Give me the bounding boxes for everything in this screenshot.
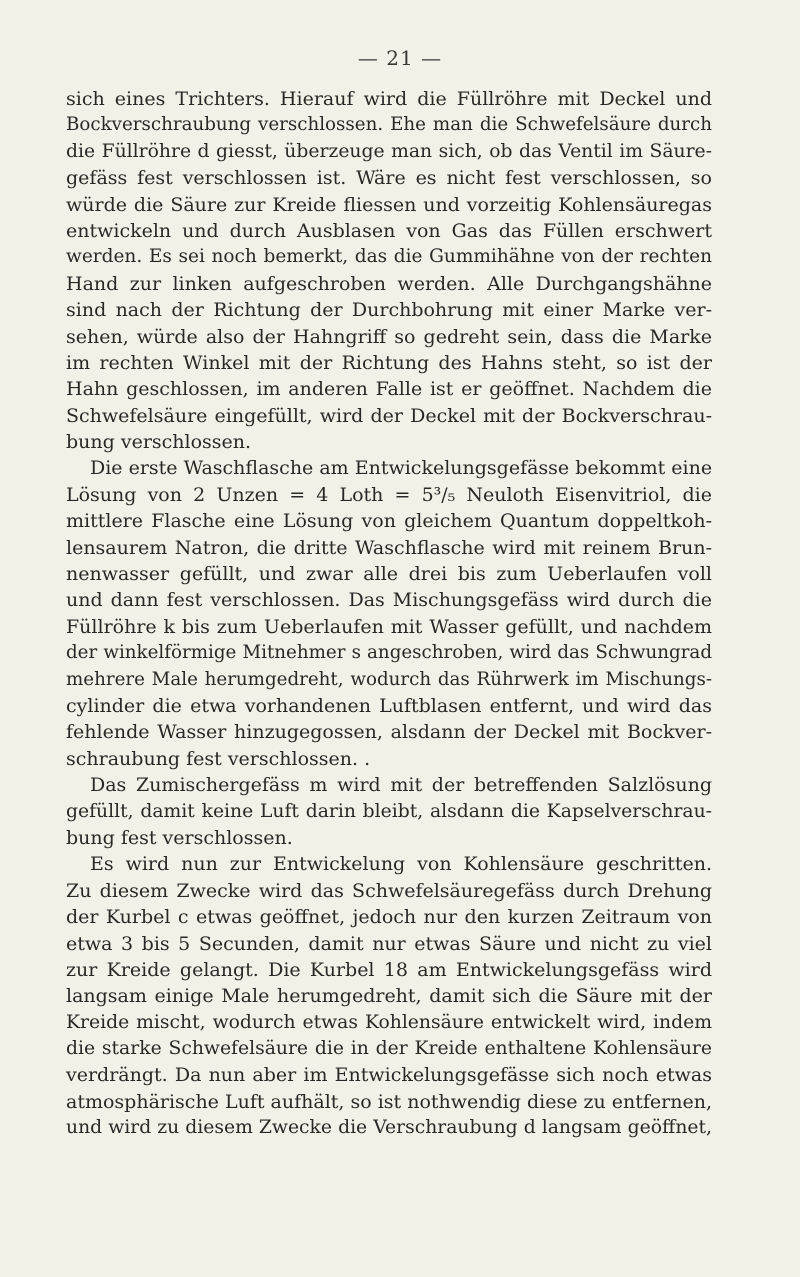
text-line: schraubung fest verschlossen. .	[66, 747, 371, 770]
text-line: cylinder die etwa vorhandenen Luftblasen entfernt, und wird das	[66, 694, 712, 717]
text-line: Es wird nun zur Entwickelung von Kohlensäure geschritten.	[90, 853, 712, 876]
text-line: die starke Schwefelsäure die in der Kreide enthaltene Kohlensäure	[66, 1038, 712, 1060]
text-line: sehen, würde also der Hahngriff so gedreht sein, dass die Marke	[66, 325, 712, 348]
text-line: würde die Säure zur Kreide fliessen und vorzeitig Kohlensäuregas	[66, 193, 712, 216]
text-line: Bockverschraubung verschlossen. Ehe man die Schwefelsäure durch	[66, 114, 712, 136]
text-line: gefüllt, damit keine Luft darin bleibt, alsdann die Kapselverschrau-	[66, 800, 712, 822]
text-line: im rechten Winkel mit der Richtung des Hahns steht, so ist der	[66, 351, 712, 374]
text-line: entwickeln und durch Ausblasen von Gas das Füllen erschwert	[66, 219, 712, 242]
text-line: verdrängt. Da nun aber im Entwickelungsgefässe sich noch etwas	[66, 1064, 712, 1087]
body-text	[66, 86, 712, 1142]
text-line: zur Kreide gelangt. Die Kurbel 18 am Entwickelungsgefäss wird	[66, 958, 712, 981]
text-line: mittlere Flasche eine Lösung von gleichem Quantum doppeltkoh-	[66, 510, 712, 533]
text-line: Kreide mischt, wodurch etwas Kohlensäure entwickelt wird, indem	[66, 1011, 712, 1033]
text-line: die Füllröhre d giesst, überzeuge man sich, ob das Ventil im Säure-	[66, 140, 712, 162]
text-line: Das Zumischergefäss m wird mit der betreffenden Salzlösung	[90, 774, 712, 797]
text-line: Die erste Waschflasche am Entwickelungsgefässe bekommt eine	[90, 457, 713, 480]
text-line: Lösung von 2 Unzen = 4 Loth = 5³/₅ Neuloth Eisenvitriol, die	[66, 483, 712, 506]
text-line: atmosphärische Luft aufhält, so ist nothwendig diese zu entfernen,	[66, 1090, 712, 1113]
text-line: Hand zur linken aufgeschroben werden. Alle Durchgangshähne	[66, 272, 712, 295]
text-line: fehlende Wasser hinzugegossen, alsdann der Deckel mit Bockver-	[66, 721, 712, 744]
text-line: bung fest verschlossen.	[66, 826, 293, 849]
text-line: gefäss fest verschlossen ist. Wäre es nicht fest verschlossen, so	[66, 167, 712, 190]
text-line: nenwasser gefüllt, und zwar alle drei bis zum Ueberlaufen voll	[66, 563, 712, 586]
text-line: langsam einige Male herumgedreht, damit sich die Säure mit der	[66, 985, 712, 1008]
text-line: sind nach der Richtung der Durchbohrung mit einer Marke ver-	[66, 299, 712, 322]
text-line: Zu diesem Zwecke wird das Schwefelsäuregefäss durch Drehung	[66, 879, 712, 902]
text-line: Füllröhre k bis zum Ueberlaufen mit Wasser gefüllt, und nachdem	[66, 615, 712, 638]
text-line: und dann fest verschlossen. Das Mischungsgefäss wird durch die	[66, 589, 712, 612]
text-line: mehrere Male herumgedreht, wodurch das Rührwerk im Mischungs-	[66, 668, 712, 690]
text-line: und wird zu diesem Zwecke die Verschraubung d langsam geöffnet,	[66, 1117, 712, 1139]
text-line: der winkelförmige Mitnehmer s angeschroben, wird das Schwungrad	[66, 642, 712, 664]
text-line: werden. Es sei noch bemerkt, das die Gummihähne von der rechten	[66, 246, 712, 268]
text-line: Hahn geschlossen, im anderen Falle ist er geöffnet. Nachdem die	[66, 378, 712, 401]
page-number: — 21 —	[357, 46, 443, 70]
text-line: etwa 3 bis 5 Secunden, damit nur etwas Säure und nicht zu viel	[66, 932, 712, 955]
text-line: lensaurem Natron, die dritte Waschflasche wird mit reinem Brun-	[66, 536, 712, 559]
text-line: bung verschlossen.	[66, 431, 252, 454]
text-line: der Kurbel c etwas geöffnet, jedoch nur den kurzen Zeitraum von	[66, 906, 712, 929]
text-line: Schwefelsäure eingefüllt, wird der Deckel mit der Bockverschrau-	[66, 404, 712, 427]
text-line: sich eines Trichters. Hierauf wird die Füllröhre mit Deckel und	[66, 88, 712, 110]
